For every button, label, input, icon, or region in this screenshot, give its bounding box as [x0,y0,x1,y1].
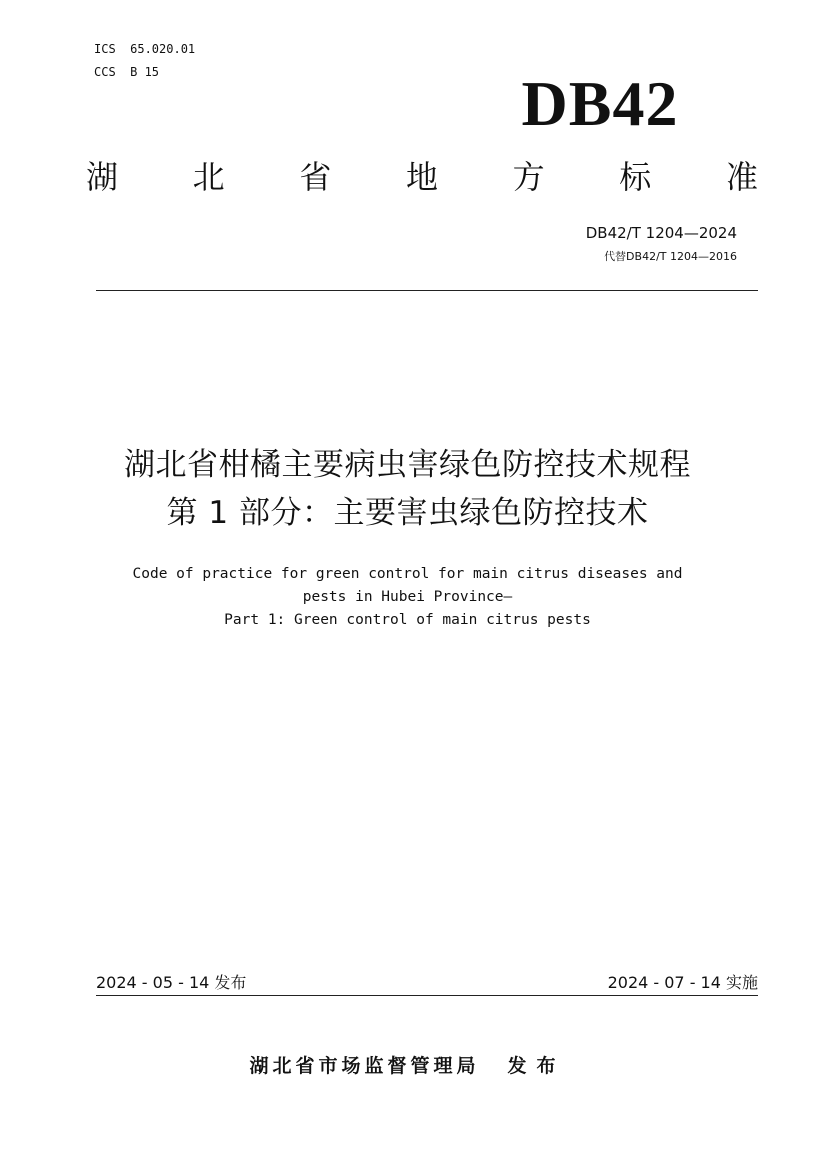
standard-type-char: 准 [725,158,758,196]
standard-type-heading [86,155,758,199]
english-title [60,563,755,632]
english-title-line-2: pests in Hubei Province— [302,589,513,605]
issue-label: 发布 [507,1055,566,1077]
english-title-line-3: Part 1: Green control of main citrus pests [224,612,591,628]
issuing-authority: 湖北省市场监督管理局 [249,1055,480,1077]
standard-type-char: 标 [619,158,652,196]
classification-codes [94,38,195,84]
chinese-title [60,441,755,537]
standard-type-char: 北 [192,158,225,196]
chinese-title-line-2: 第 1 部分：主要害虫绿色防控技术 [166,495,649,531]
implement-date: 2024 - 07 - 14 实施 [607,973,758,992]
ics-code: ICS 65.020.01 [94,42,196,56]
standard-number: DB42/T 1204—2024 [585,224,737,242]
ccs-code: CCS B 15 [94,65,160,79]
standard-type-char: 地 [405,158,438,196]
footer-divider [96,995,758,996]
standard-type-char: 方 [512,158,545,196]
chinese-title-line-1: 湖北省柑橘主要病虫害绿色防控技术规程 [124,447,691,483]
publish-date: 2024 - 05 - 14 发布 [96,973,247,992]
english-title-line-1: Code of practice for green control for main citrus diseases and [132,566,683,582]
db42-logo: DB42 [521,68,679,139]
issuer-row [0,1053,815,1079]
header-divider [96,290,758,291]
replaces-standard: 代替DB42/T 1204—2016 [604,250,737,263]
standard-type-char: 省 [299,158,332,196]
standard-type-char: 湖 [86,158,119,196]
